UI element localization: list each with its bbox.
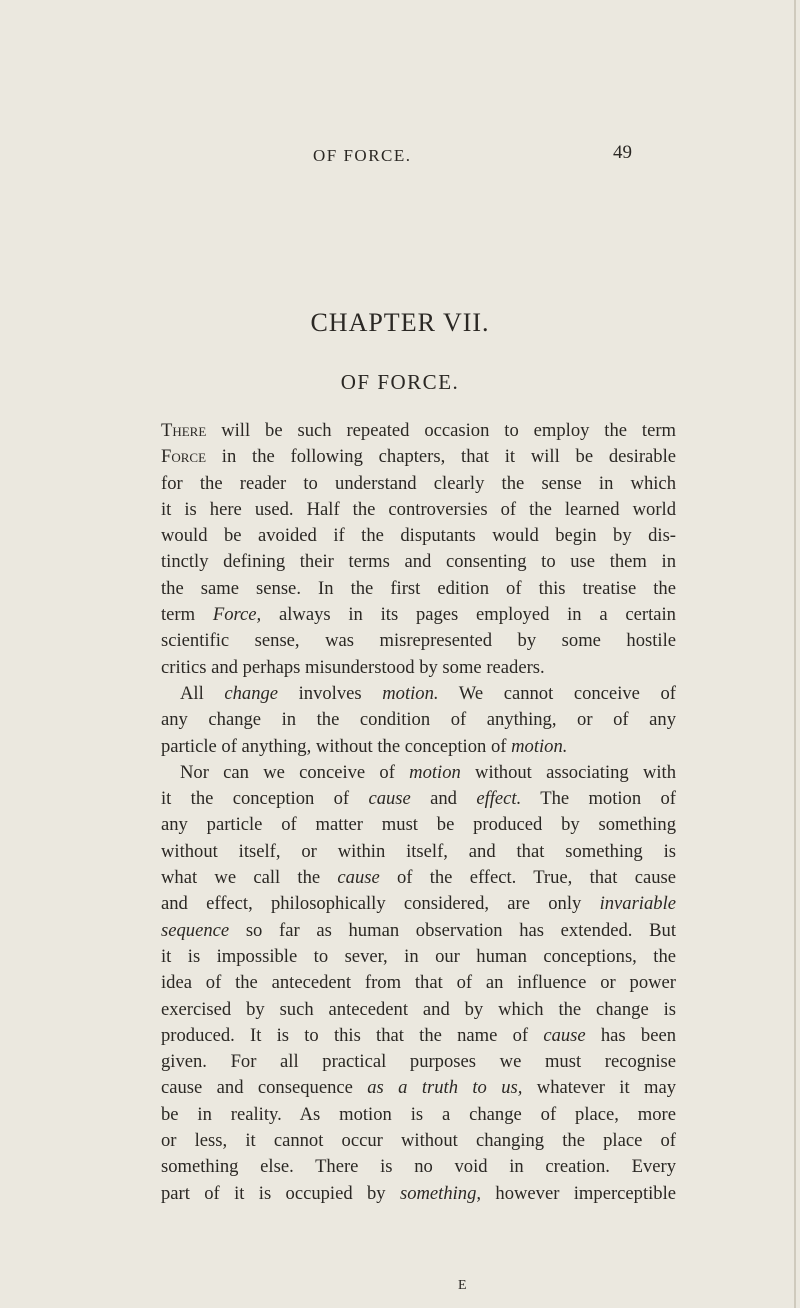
text-line: particle of anything, without the conception of motion. [161, 735, 568, 757]
text-line: There will be such repeated occasion to employ the term [161, 420, 676, 441]
text-line: part of it is occupied by something, however imperceptible [161, 1182, 676, 1204]
text-line: any change in the condition of anything, or of any [161, 709, 676, 731]
text-line: something else. There is no void in creation. Every [161, 1156, 676, 1178]
text-line: what we call the cause of the effect. True, that cause [161, 867, 676, 889]
text-line: Nor can we conceive of motion without associating with [180, 761, 676, 783]
text-line: idea of the antecedent from that of an influence or power [161, 972, 676, 994]
text-line: sequence so far as human observation has extended. But [161, 919, 676, 941]
text-line: critics and perhaps misunderstood by some readers. [161, 656, 545, 678]
page-number: 49 [613, 142, 632, 163]
signature-mark: E [458, 1278, 467, 1293]
text-line: given. For all practical purposes we must recognise [161, 1051, 676, 1073]
body-text [161, 418, 676, 1207]
text-line: be in reality. As motion is a change of place, more [161, 1103, 676, 1125]
text-line: scientific sense, was misrepresented by some hostile [161, 630, 676, 652]
running-title: OF FORCE. [313, 146, 412, 165]
text-line: it is impossible to sever, in our human conceptions, the [161, 945, 676, 967]
text-line: Force in the following chapters, that it will be desirable [161, 446, 676, 468]
text-line: cause and consequence as a truth to us, whatever it may [161, 1077, 676, 1099]
text-line: it is here used. Half the controversies of the learned world [161, 498, 676, 520]
text-line: and effect, philosophically considered, are only invariable [161, 893, 676, 915]
text-line: exercised by such antecedent and by which the change is [161, 998, 676, 1020]
text-line: for the reader to understand clearly the sense in which [161, 472, 676, 494]
text-line: any particle of matter must be produced by something [161, 814, 676, 836]
text-line: produced. It is to this that the name of cause has been [161, 1024, 676, 1046]
chapter-heading: CHAPTER VII. [310, 308, 490, 337]
chapter-subtitle: OF FORCE. [340, 370, 460, 394]
text-line: it the conception of cause and effect. The motion of [161, 788, 676, 810]
text-line: All change involves motion. We cannot conceive of [180, 682, 676, 704]
text-line: without itself, or within itself, and that something is [161, 840, 676, 862]
text-line: term Force, always in its pages employed in a certain [161, 604, 676, 626]
text-line: tinctly defining their terms and consenting to use them in [161, 551, 676, 573]
text-line: or less, it cannot occur without changing the place of [161, 1130, 676, 1152]
page-edge-shadow [794, 0, 796, 1308]
text-line: the same sense. In the first edition of this treatise the [161, 577, 676, 599]
running-head [0, 142, 800, 172]
text-line: would be avoided if the disputants would begin by dis- [161, 525, 676, 547]
